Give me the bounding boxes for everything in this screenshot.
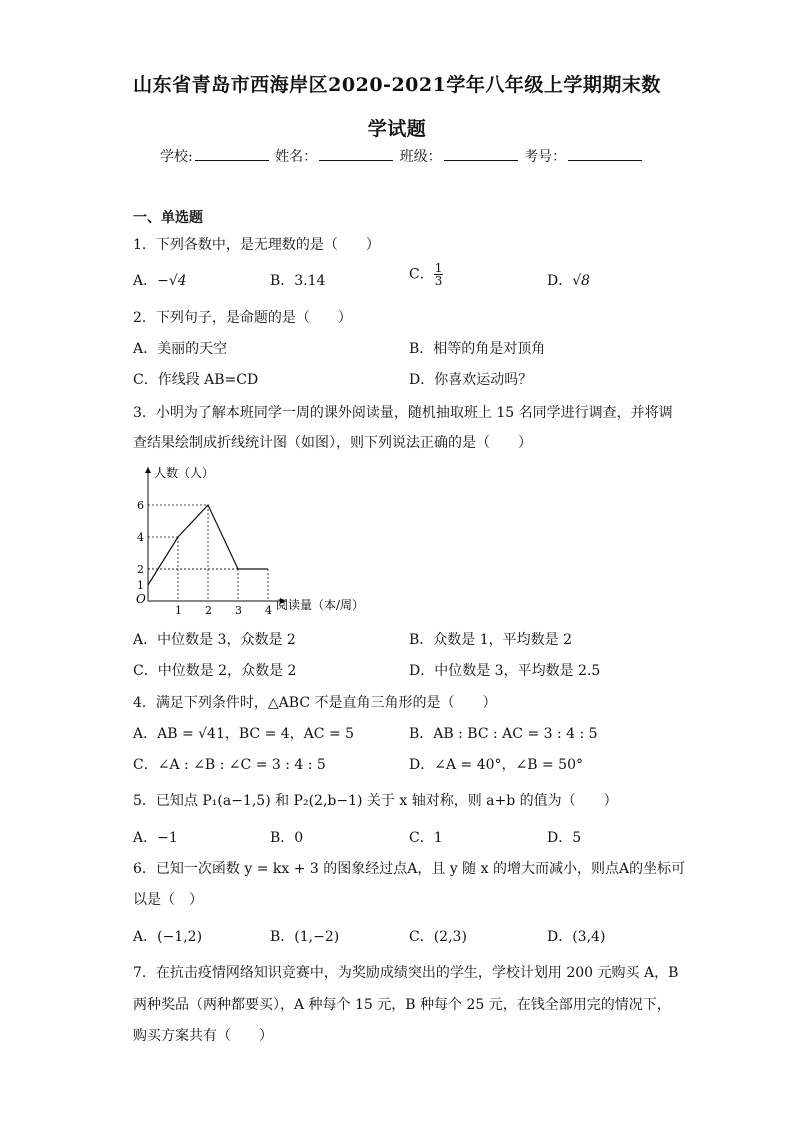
q5-option-c[interactable]: C．1 bbox=[409, 830, 443, 846]
question-2-stem: 2．下列句子，是命题的是（ ） bbox=[133, 310, 352, 326]
y-tick-label-1: 1 bbox=[137, 579, 144, 592]
q2-option-a[interactable]: A．美丽的天空 bbox=[133, 341, 228, 357]
question-7-stem-line1: 7．在抗击疫情网络知识竞赛中，为奖励成绩突出的学生，学校计划用 200 元购买 A，B bbox=[133, 965, 679, 981]
x-tick-label-3: 3 bbox=[235, 604, 242, 617]
x-tick-label-4: 4 bbox=[265, 604, 272, 617]
school-label: 学校: bbox=[160, 149, 193, 165]
q1-c-label: C． bbox=[409, 266, 434, 283]
q4-option-d[interactable]: D．∠A = 40°，∠B = 50° bbox=[409, 757, 583, 773]
exam-title-line2: 学试题 bbox=[367, 118, 427, 140]
q1-option-d[interactable] bbox=[547, 270, 590, 290]
question-6-stem-line2: 以是（ ） bbox=[133, 892, 203, 908]
q4-option-b[interactable]: B．AB : BC : AC = 3 : 4 : 5 bbox=[409, 726, 598, 742]
q1-c-denominator: 3 bbox=[434, 274, 443, 288]
name-label: 姓名： bbox=[275, 149, 318, 165]
exam-title-line1: 山东省青岛市西海岸区2020-2021学年八年级上学期期末数 bbox=[133, 74, 661, 96]
question-7-stem-line2: 两种奖品（两种都要买），A 种每个 15 元，B 种每个 25 元，在钱全部用完的情况下， bbox=[133, 997, 671, 1013]
y-tick-label-2: 2 bbox=[137, 563, 144, 576]
q4-option-c[interactable]: C．∠A : ∠B : ∠C = 3 : 4 : 5 bbox=[133, 757, 326, 773]
x-tick-label-1: 1 bbox=[175, 604, 182, 617]
q6-option-c[interactable]: C．(2,3) bbox=[409, 929, 467, 945]
q1-d-math: √8 bbox=[572, 273, 591, 289]
y-tick-label-6: 6 bbox=[137, 499, 144, 512]
q1-a-label: A． bbox=[133, 273, 158, 289]
origin-label: O bbox=[136, 592, 146, 606]
q3-option-d[interactable]: D．中位数是 3，平均数是 2.5 bbox=[409, 663, 601, 679]
q5-option-a[interactable]: A．−1 bbox=[133, 830, 178, 846]
q2-option-c[interactable]: C．作线段 AB=CD bbox=[133, 372, 259, 388]
q6-option-d[interactable]: D．(3,4) bbox=[547, 929, 606, 945]
school-blank[interactable] bbox=[195, 146, 269, 161]
exam-number-label: 考号： bbox=[524, 149, 567, 165]
y-tick-label-4: 4 bbox=[137, 531, 144, 544]
q1-d-label: D． bbox=[547, 273, 573, 289]
x-tick-label-2: 2 bbox=[205, 604, 212, 617]
q5-option-b[interactable]: B．0 bbox=[270, 830, 304, 846]
q2-option-d[interactable]: D．你喜欢运动吗？ bbox=[409, 372, 533, 388]
x-axis-label: 阅读量（本/周） bbox=[276, 598, 365, 612]
exam-number-blank[interactable] bbox=[568, 146, 642, 161]
q3-option-b[interactable]: B．众数是 1，平均数是 2 bbox=[409, 632, 573, 648]
q3-option-a[interactable]: A．中位数是 3，众数是 2 bbox=[133, 632, 296, 648]
question-5-stem: 5．已知点 P₁(a−1,5) 和 P₂(2,b−1) 关于 x 轴对称，则 a+b 的值为（ ） bbox=[133, 793, 618, 809]
q1-a-math: −√4 bbox=[157, 273, 187, 289]
class-blank[interactable] bbox=[444, 146, 518, 161]
question-4-stem: 4．满足下列条件时，△ABC 不是直角三角形的是（ ） bbox=[133, 695, 497, 711]
q5-option-d[interactable]: D．5 bbox=[547, 830, 582, 846]
q1-option-a[interactable] bbox=[133, 270, 187, 290]
q1-c-fraction bbox=[434, 262, 444, 287]
q3-option-c[interactable]: C．中位数是 2，众数是 2 bbox=[133, 663, 297, 679]
question-3-stem-line1: 3．小明为了解本班同学一周的课外阅读量，随机抽取班上 15 名同学进行调查，并将调 bbox=[133, 405, 673, 421]
q1-option-b[interactable] bbox=[270, 270, 325, 290]
question-7-stem-line3: 购买方案共有（ ） bbox=[133, 1028, 273, 1044]
q6-option-b[interactable]: B．(1,−2) bbox=[270, 929, 340, 945]
question-3-stem-line2: 查结果绘制成折线统计图（如图），则下列说法正确的是（ ） bbox=[133, 435, 532, 451]
q1-b-math: 3.14 bbox=[294, 273, 326, 289]
student-info-row bbox=[160, 146, 644, 166]
reading-line-chart bbox=[128, 463, 368, 618]
q1-option-c[interactable] bbox=[409, 262, 443, 287]
class-label: 班级： bbox=[399, 149, 442, 165]
name-blank[interactable] bbox=[319, 146, 393, 161]
question-1-stem: 1．下列各数中，是无理数的是（ ） bbox=[133, 237, 380, 253]
q2-option-b[interactable]: B．相等的角是对顶角 bbox=[409, 341, 546, 357]
q1-c-numerator: 1 bbox=[434, 261, 443, 275]
question-6-stem-line1: 6．已知一次函数 y = kx + 3 的图象经过点A，且 y 随 x 的增大而减小，则点A的坐标可 bbox=[133, 861, 686, 877]
q1-b-label: B． bbox=[270, 273, 295, 289]
y-axis-label: 人数（人） bbox=[154, 466, 215, 480]
q6-option-a[interactable]: A．(−1,2) bbox=[133, 929, 203, 945]
q4-option-a[interactable]: A．AB = √41，BC = 4，AC = 5 bbox=[133, 726, 355, 742]
section-heading: 一、单选题 bbox=[133, 210, 203, 226]
